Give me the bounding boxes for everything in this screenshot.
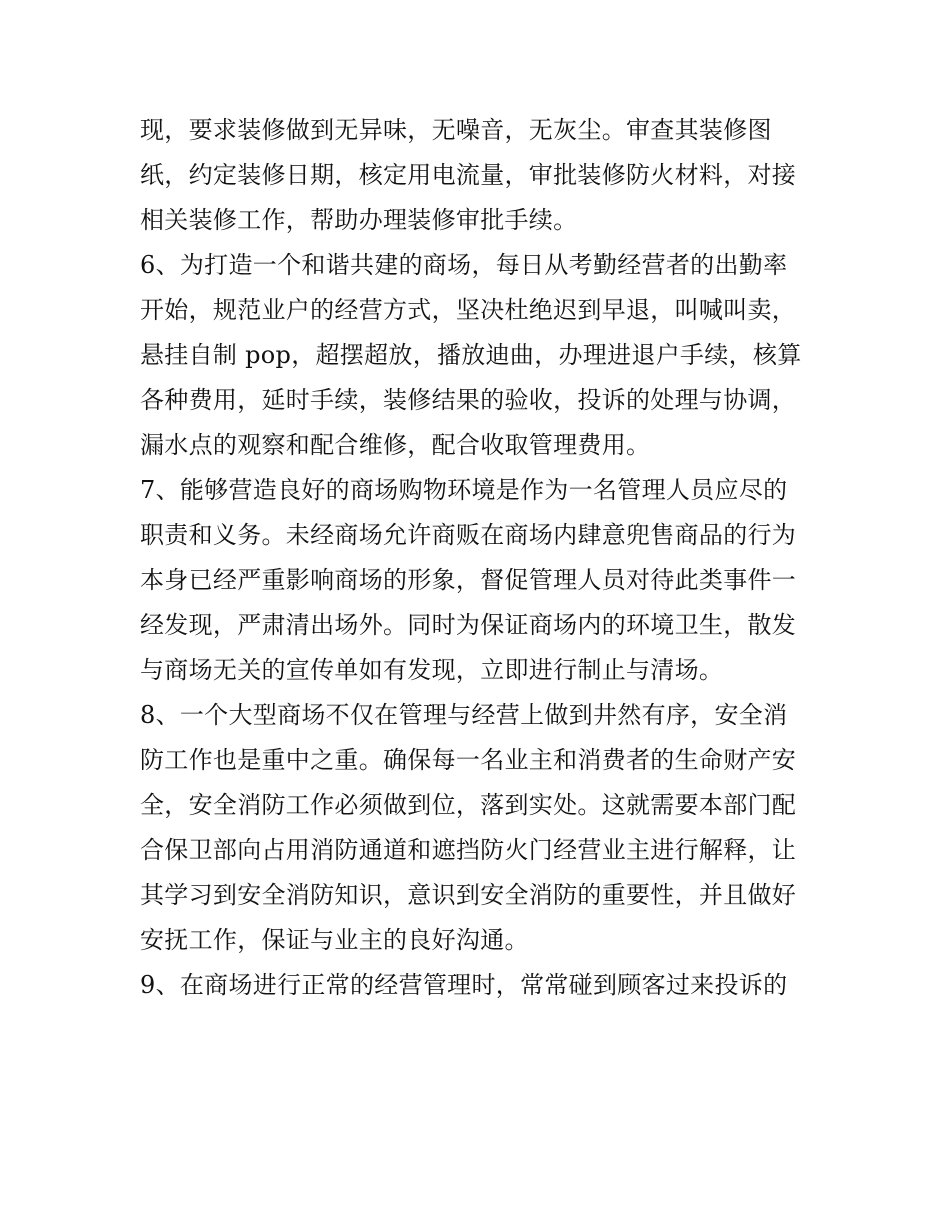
- text-line: 6、为打造一个和谐共建的商场，每日从考勤经营者的出勤率: [140, 251, 788, 279]
- text-line: 与商场无关的宣传单如有发现，立即进行制止与清场。: [140, 656, 724, 684]
- text-line: 其学习到安全消防知识，意识到安全消防的重要性，并且做好: [140, 881, 797, 909]
- text-line: 7、能够营造良好的商场购物环境是作为一名管理人员应尽的: [140, 476, 788, 504]
- text-line: 安抚工作，保证与业主的良好沟通。: [140, 926, 529, 954]
- text-line: 悬挂自制 pop，超摆超放，播放迪曲，办理进退户手续，核算: [140, 341, 802, 369]
- text-line: 防工作也是重中之重。确保每一名业主和消费者的生命财产安: [140, 746, 797, 774]
- text-line: 本身已经严重影响商场的形象，督促管理人员对待此类事件一: [140, 566, 797, 594]
- text-line: 8、一个大型商场不仅在管理与经营上做到井然有序，安全消: [140, 701, 788, 729]
- text-line: 职责和义务。未经商场允许商贩在商场内肆意兜售商品的行为: [140, 521, 797, 549]
- text-line: 9、在商场进行正常的经营管理时，常常碰到顾客过来投诉的: [140, 971, 788, 999]
- text-line: 合保卫部向占用消防通道和遮挡防火门经营业主进行解释，让: [140, 836, 797, 864]
- text-line: 现，要求装修做到无异味，无噪音，无灰尘。审查其装修图: [140, 116, 772, 144]
- text-line: 开始，规范业户的经营方式，坚决杜绝迟到早退，叫喊叫卖，: [140, 296, 797, 324]
- text-line: 相关装修工作，帮助办理装修审批手续。: [140, 206, 578, 234]
- document-body: [140, 108, 820, 1008]
- text-line: 纸，约定装修日期，核定用电流量，审批装修防火材料，对接: [140, 161, 797, 189]
- text-line: 各种费用，延时手续，装修结果的验收，投诉的处理与协调，: [140, 386, 797, 414]
- text-line: 全，安全消防工作必须做到位，落到实处。这就需要本部门配: [140, 791, 797, 819]
- text-line: 经发现，严肃清出场外。同时为保证商场内的环境卫生，散发: [140, 611, 797, 639]
- text-line: 漏水点的观察和配合维修，配合收取管理费用。: [140, 431, 651, 459]
